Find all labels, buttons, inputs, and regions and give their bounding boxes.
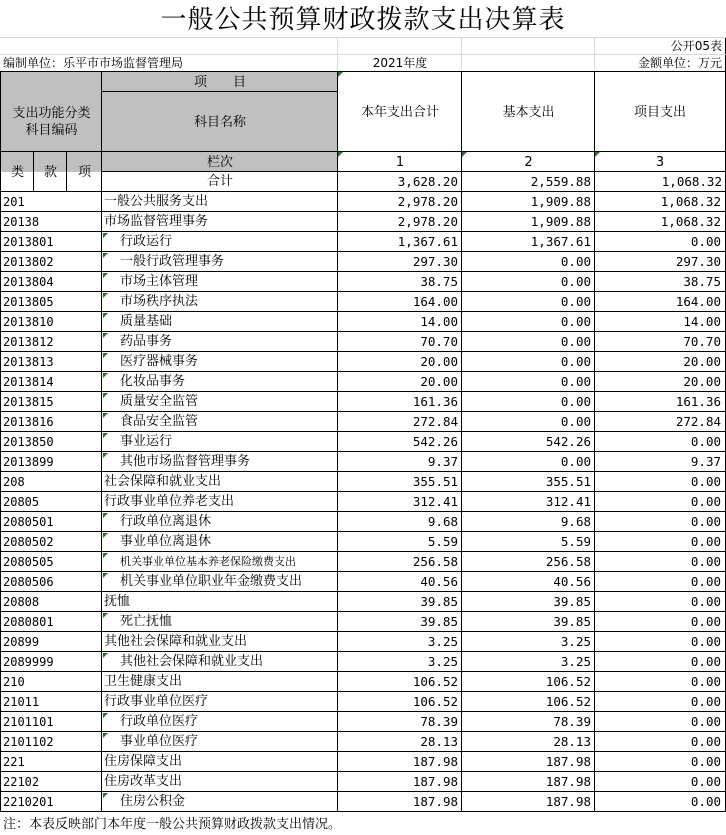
subject-code: 2080801 — [3, 615, 54, 629]
subject-name: 市场主体管理 — [120, 274, 199, 289]
grid-hline — [0, 431, 726, 432]
header-kuan: 款 — [43, 164, 57, 180]
amount-total: 78.39 — [420, 714, 458, 729]
grid-hline — [0, 411, 726, 412]
subject-name: 食品安全监管 — [120, 414, 199, 429]
amount-project: 0.00 — [690, 514, 721, 529]
subject-code: 2080501 — [3, 515, 54, 529]
subject-code: 208 — [3, 475, 25, 489]
indent-marker — [103, 613, 108, 618]
grid-vline — [33, 151, 34, 191]
indent-marker — [103, 653, 108, 658]
subject-name: 质量安全监管 — [120, 394, 199, 409]
grid-hline — [0, 311, 726, 312]
amount-total: 3.25 — [427, 654, 458, 669]
compiling-unit: 编制单位：乐平市市场监督管理局 — [3, 56, 184, 70]
indent-marker — [103, 233, 108, 238]
header-xiang: 项 — [77, 164, 91, 180]
subject-name: 行政事业单位养老支出 — [104, 494, 235, 509]
sum-project: 1,068.32 — [661, 174, 722, 189]
subject-code: 22102 — [3, 775, 40, 789]
subject-name: 卫生健康支出 — [104, 674, 183, 689]
indent-marker — [103, 273, 108, 278]
indent-marker — [103, 253, 108, 258]
subject-name: 行政单位医疗 — [120, 714, 199, 729]
subject-name: 质量基础 — [120, 314, 173, 329]
amount-project: 0.00 — [690, 694, 721, 709]
subject-code: 2210201 — [3, 795, 54, 809]
grid-hline — [0, 551, 726, 552]
amount-basic: 39.85 — [553, 614, 591, 629]
grid-hline — [0, 291, 726, 292]
amount-basic: 312.41 — [545, 494, 591, 509]
amount-project: 0.00 — [690, 494, 721, 509]
indent-marker — [103, 393, 108, 398]
grid-hline — [0, 251, 726, 252]
indent-marker — [103, 333, 108, 338]
amount-total: 39.85 — [420, 614, 458, 629]
amount-basic: 1,909.88 — [530, 194, 591, 209]
subject-code: 2013813 — [3, 355, 54, 369]
subject-code: 21011 — [3, 695, 40, 709]
amount-basic: 5.59 — [560, 534, 591, 549]
subject-code: 2013850 — [3, 435, 54, 449]
amount-project: 0.00 — [690, 434, 721, 449]
sum-total: 3,628.20 — [397, 174, 458, 189]
subject-code: 201 — [3, 195, 25, 209]
amount-project: 20.00 — [683, 354, 721, 369]
indent-marker — [103, 313, 108, 318]
amount-unit: 金额单位：万元 — [637, 56, 722, 70]
amount-total: 3.25 — [427, 634, 458, 649]
amount-total: 9.37 — [427, 454, 458, 469]
amount-project: 0.00 — [690, 674, 721, 689]
amount-total: 2,978.20 — [397, 214, 458, 229]
grid-hline — [0, 651, 726, 652]
header-item: 项 目 — [193, 74, 246, 90]
subject-name: 市场秩序执法 — [120, 294, 199, 309]
grid-hline — [0, 351, 726, 352]
grid-hline — [0, 791, 726, 792]
grid-hline — [0, 811, 726, 812]
amount-project: 70.70 — [683, 334, 721, 349]
amount-total: 5.59 — [427, 534, 458, 549]
amount-total: 355.51 — [412, 474, 458, 489]
amount-basic: 0.00 — [560, 294, 591, 309]
grid-hline — [0, 751, 726, 752]
subject-name: 一般行政管理事务 — [120, 254, 225, 269]
amount-basic: 0.00 — [560, 394, 591, 409]
subject-name: 行政单位离退休 — [120, 514, 212, 529]
subject-code: 2013816 — [3, 415, 54, 429]
sum-label: 合计 — [206, 174, 233, 189]
amount-total: 312.41 — [412, 494, 458, 509]
subject-code: 2013810 — [3, 315, 54, 329]
subject-name: 事业单位离退休 — [120, 534, 212, 549]
subject-name: 抚恤 — [104, 594, 131, 609]
amount-project: 1,068.32 — [660, 194, 721, 209]
subject-name: 机关事业单位基本养老保险缴费支出 — [120, 555, 296, 568]
subject-name: 医疗器械事务 — [120, 354, 199, 369]
subject-code: 2089999 — [3, 655, 54, 669]
amount-total: 70.70 — [420, 334, 458, 349]
column-number-3: 3 — [655, 154, 665, 170]
left-border — [0, 71, 1, 812]
amount-basic: 3.25 — [560, 654, 591, 669]
amount-total: 9.68 — [427, 514, 458, 529]
amount-basic: 39.85 — [553, 594, 591, 609]
grid-hline — [0, 731, 726, 732]
subject-code: 20805 — [3, 495, 40, 509]
amount-project: 164.00 — [675, 294, 721, 309]
grid-hline — [0, 531, 726, 532]
table-number: 公开05表 — [670, 39, 722, 53]
sheet-gridline — [0, 37, 726, 38]
grid-hline — [0, 711, 726, 712]
subject-code: 20138 — [3, 215, 40, 229]
indent-marker — [103, 293, 108, 298]
amount-project: 0.00 — [690, 574, 721, 589]
amount-project: 0.00 — [690, 614, 721, 629]
subject-code: 2013899 — [3, 455, 54, 469]
grid-hline — [0, 631, 726, 632]
grid-hline — [102, 91, 338, 92]
indent-marker — [103, 513, 108, 518]
fiscal-year: 2021年度 — [372, 56, 428, 70]
subject-code: 2080502 — [3, 535, 54, 549]
amount-total: 161.36 — [412, 394, 458, 409]
indent-marker — [103, 373, 108, 378]
amount-basic: 542.26 — [545, 434, 591, 449]
amount-total: 28.13 — [420, 734, 458, 749]
grid-vline — [101, 71, 102, 812]
subject-name: 化妆品事务 — [120, 374, 186, 389]
subject-code: 20808 — [3, 595, 40, 609]
amount-total: 164.00 — [412, 294, 458, 309]
grid-hline — [0, 691, 726, 692]
grid-hline — [0, 571, 726, 572]
sheet-gridline — [0, 54, 726, 55]
amount-project: 0.00 — [690, 594, 721, 609]
amount-basic: 256.58 — [545, 554, 591, 569]
grid-hline — [0, 611, 726, 612]
subject-name: 一般公共服务支出 — [104, 194, 209, 209]
amount-total: 542.26 — [412, 434, 458, 449]
subject-code: 2013814 — [3, 375, 54, 389]
grid-hline — [0, 371, 726, 372]
amount-project: 0.00 — [690, 794, 721, 809]
amount-project: 0.00 — [690, 234, 721, 249]
amount-project: 161.36 — [675, 394, 721, 409]
grid-hline — [0, 591, 726, 592]
column-number-1: 1 — [395, 154, 405, 170]
grid-hline — [0, 391, 726, 392]
subject-code: 2080506 — [3, 575, 54, 589]
amount-total: 272.84 — [412, 414, 458, 429]
subject-code: 2013812 — [3, 335, 54, 349]
cell-marker — [338, 72, 343, 77]
subject-code: 2013815 — [3, 395, 54, 409]
amount-project: 0.00 — [690, 714, 721, 729]
amount-basic: 187.98 — [545, 754, 591, 769]
amount-project: 9.37 — [690, 454, 721, 469]
subject-name: 其他市场监督管理事务 — [120, 454, 251, 469]
header-project: 项目支出 — [633, 104, 686, 120]
amount-project: 297.30 — [675, 254, 721, 269]
amount-total: 14.00 — [420, 314, 458, 329]
grid-hline — [0, 231, 726, 232]
grid-hline — [102, 151, 726, 152]
indent-marker — [103, 433, 108, 438]
subject-name: 其他社会保障和就业支出 — [104, 634, 248, 649]
indent-marker — [103, 353, 108, 358]
grid-hline — [0, 471, 726, 472]
amount-basic: 187.98 — [545, 794, 591, 809]
amount-total: 40.56 — [420, 574, 458, 589]
grid-hline — [0, 491, 726, 492]
subject-code: 2013801 — [3, 235, 54, 249]
amount-total: 256.58 — [412, 554, 458, 569]
subject-name: 事业单位医疗 — [120, 734, 199, 749]
grid-hline — [0, 451, 726, 452]
header-top-border — [0, 71, 726, 72]
grid-hline — [0, 511, 726, 512]
indent-marker — [103, 573, 108, 578]
grid-hline — [102, 171, 726, 172]
cell-marker — [338, 152, 343, 157]
amount-project: 0.00 — [690, 534, 721, 549]
subject-code: 2013804 — [3, 275, 54, 289]
subject-name: 行政事业单位医疗 — [104, 694, 209, 709]
header-function-code: 支出功能分类 科目编码 — [12, 106, 91, 138]
subject-name: 住房改革支出 — [104, 774, 183, 789]
amount-basic: 0.00 — [560, 354, 591, 369]
grid-vline — [66, 151, 67, 191]
subject-name: 事业运行 — [120, 434, 173, 449]
amount-project: 0.00 — [690, 734, 721, 749]
subject-code: 2013805 — [3, 295, 54, 309]
subject-code: 20899 — [3, 635, 40, 649]
subject-code: 210 — [3, 675, 25, 689]
amount-basic: 0.00 — [560, 314, 591, 329]
subject-code: 2013802 — [3, 255, 54, 269]
subject-name: 社会保障和就业支出 — [104, 474, 222, 489]
amount-basic: 355.51 — [545, 474, 591, 489]
amount-total: 187.98 — [412, 754, 458, 769]
subject-name: 死亡抚恤 — [120, 614, 173, 629]
indent-marker — [103, 413, 108, 418]
amount-total: 106.52 — [412, 674, 458, 689]
grid-hline — [0, 771, 726, 772]
amount-total: 39.85 — [420, 594, 458, 609]
indent-marker — [103, 553, 108, 558]
amount-basic: 9.68 — [560, 514, 591, 529]
amount-basic: 28.13 — [553, 734, 591, 749]
amount-basic: 0.00 — [560, 334, 591, 349]
header-lei: 类 — [10, 164, 24, 180]
sum-basic: 2,559.88 — [530, 174, 591, 189]
amount-basic: 106.52 — [545, 674, 591, 689]
subject-code: 2080505 — [3, 555, 54, 569]
subject-name: 住房公积金 — [120, 794, 186, 809]
page-title: 一般公共预算财政拨款支出决算表 — [160, 5, 566, 35]
subject-name: 机关事业单位职业年金缴费支出 — [120, 574, 303, 589]
grid-hline — [1, 151, 102, 152]
indent-marker — [103, 713, 108, 718]
amount-basic: 40.56 — [553, 574, 591, 589]
header-total: 本年支出合计 — [360, 104, 439, 120]
subject-name: 住房保障支出 — [104, 754, 183, 769]
footnote: 注：本表反映部门本年度一般公共预算财政拨款支出情况。 — [3, 817, 342, 832]
amount-basic: 3.25 — [560, 634, 591, 649]
amount-project: 0.00 — [690, 654, 721, 669]
grid-vline — [461, 71, 462, 812]
amount-project: 14.00 — [683, 314, 721, 329]
column-number-2: 2 — [524, 154, 533, 170]
amount-project: 20.00 — [683, 374, 721, 389]
amount-project: 272.84 — [675, 414, 721, 429]
grid-vline — [594, 71, 595, 812]
cell-marker — [595, 152, 600, 157]
amount-basic: 0.00 — [560, 254, 591, 269]
amount-project: 38.75 — [683, 274, 721, 289]
subject-code: 2101101 — [3, 715, 54, 729]
grid-vline — [337, 71, 338, 812]
amount-total: 20.00 — [420, 374, 458, 389]
amount-total: 38.75 — [420, 274, 458, 289]
grid-hline — [0, 331, 726, 332]
amount-project: 0.00 — [690, 634, 721, 649]
subject-name: 行政运行 — [120, 234, 173, 249]
amount-total: 2,978.20 — [397, 194, 458, 209]
amount-basic: 1,909.88 — [530, 214, 591, 229]
header-basic: 基本支出 — [502, 104, 555, 120]
amount-total: 106.52 — [412, 694, 458, 709]
subject-name: 市场监督管理事务 — [104, 214, 209, 229]
subject-code: 221 — [3, 755, 25, 769]
amount-project: 0.00 — [690, 754, 721, 769]
amount-total: 20.00 — [420, 354, 458, 369]
subject-name: 药品事务 — [120, 334, 173, 349]
amount-project: 0.00 — [690, 554, 721, 569]
indent-marker — [103, 453, 108, 458]
indent-marker — [103, 533, 108, 538]
amount-basic: 0.00 — [560, 374, 591, 389]
amount-project: 0.00 — [690, 474, 721, 489]
amount-project: 1,068.32 — [660, 214, 721, 229]
amount-basic: 0.00 — [560, 454, 591, 469]
amount-basic: 0.00 — [560, 414, 591, 429]
amount-basic: 0.00 — [560, 274, 591, 289]
amount-total: 297.30 — [412, 254, 458, 269]
header-subject-name: 科目名称 — [193, 114, 246, 130]
amount-project: 0.00 — [690, 774, 721, 789]
cell-marker — [462, 152, 467, 157]
grid-hline — [1, 191, 726, 192]
amount-basic: 78.39 — [553, 714, 591, 729]
subject-code: 2101102 — [3, 735, 54, 749]
indent-marker — [103, 793, 108, 798]
grid-hline — [0, 211, 726, 212]
amount-basic: 1,367.61 — [530, 234, 591, 249]
amount-total: 187.98 — [412, 774, 458, 789]
grid-hline — [0, 271, 726, 272]
amount-basic: 106.52 — [545, 694, 591, 709]
grid-hline — [0, 671, 726, 672]
header-column-index: 栏次 — [206, 154, 233, 170]
amount-basic: 187.98 — [545, 774, 591, 789]
amount-total: 187.98 — [412, 794, 458, 809]
subject-name: 其他社会保障和就业支出 — [120, 654, 264, 669]
indent-marker — [103, 733, 108, 738]
amount-total: 1,367.61 — [397, 234, 458, 249]
